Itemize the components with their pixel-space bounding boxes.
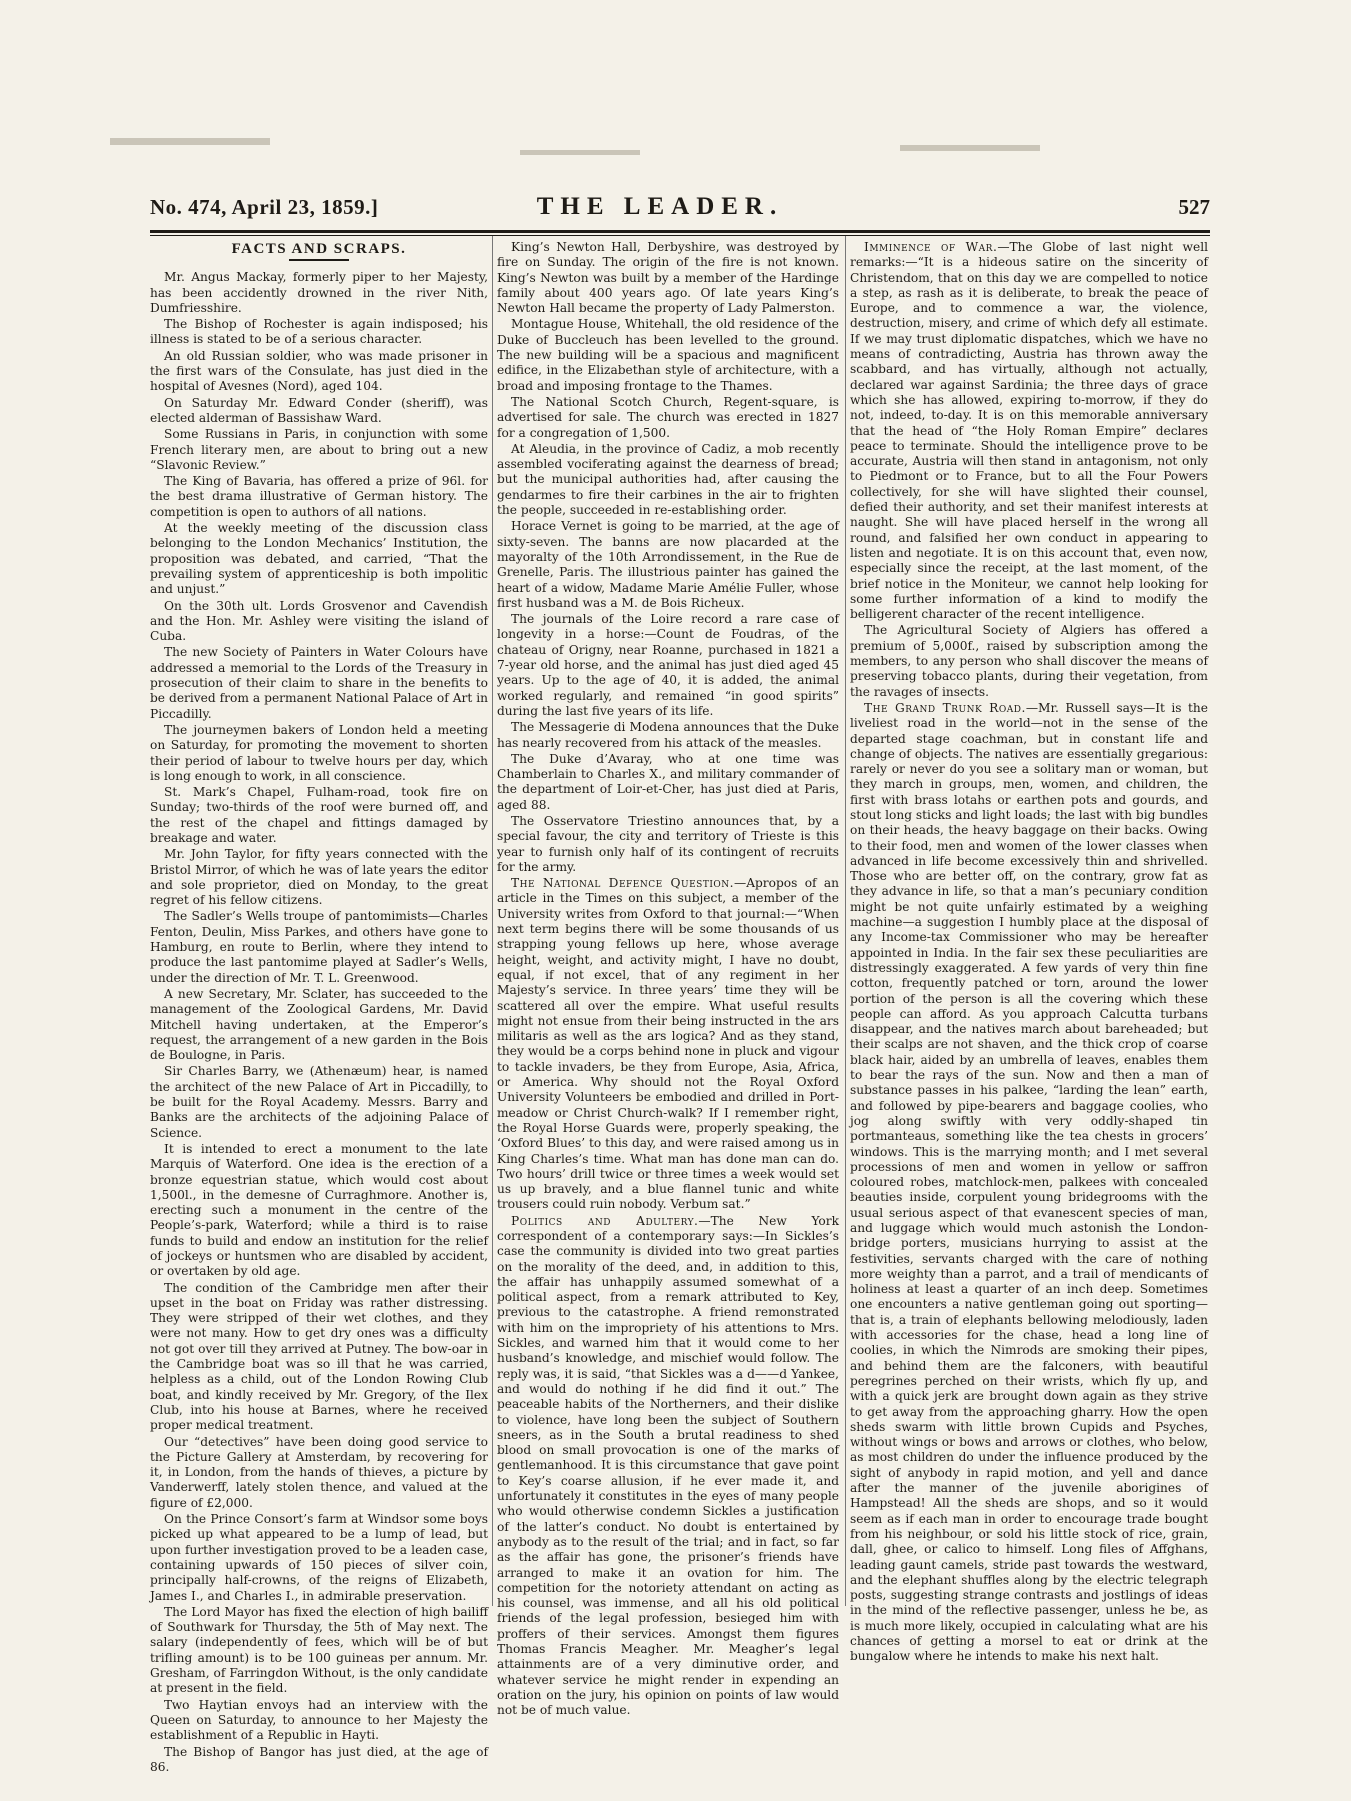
paragraph-text: —The New York correspondent of a contemporary says:—In Sickles’s case the community is divided into two great parties on the morality of the deed, and, in addition to this, the affair has unhappily assumed somewhat of a political aspect, from a remark attributed to Key, previous to the catastrophe. A friend remonstrated with him on the impropriety of his attentions to Mrs. Sickles, and warned him that it would come to her husband’s knowledge, and mischief would follow. The reply was, it is said, “that Sickles was a d——d Yankee, and would do nothing if he did find it out.” The peaceable habits of the Northerners, and their dislike to violence, have long been the subject of Southern sneers, as in the South a brutal readiness to shed blood on small provocation is one of the marks of gentlemanhood. It is this circumstance that gave point to Key’s coarse allusion, if he ever made it, and unfortunately it constitutes in the eyes of many people who would otherwise condemn Sickles a justification of the latter’s conduct. No doubt is entertained by anybody as to the result of the trial; and in fact, so far as the affair has gone, the prisoner’s friends have arranged to make it an ovation for him. The competition for the notoriety attendant on acting as his counsel, was immense, and all his old political friends of the legal profession, besieged him with proffers of their services. Amongst them figures Thomas Francis Meagher. Mr. Meagher’s legal attainments are of a very diminutive order, and whatever service he might render in expending an oration on the jury, his opinion on points of law would not be of much value. bbox=[497, 1213, 839, 1718]
paragraph-text: —The Globe of last night well remarks:—“It is a hideous satire on the sincerity of Christendom, that on this day we are compelled to notice a step, as rash as it is deliberate, to break the peace of Europe, and to commence a war, the violence, destruction, misery, and crime of which defy all estimate. If we may trust diplomatic dispatches, which we have no means of contradicting, Austria has thrown away the scabbard, and has virtually, although not actually, declared war against Sardinia; the three days of grace which she has allowed, expiring to-morrow, if they do not, indeed, to-day. It is on this memorable anniversary that the head of “the Holy Roman Empire” declares peace to terminate. Should the intelligence prove to be accurate, Austria will then stand in antagonism, not only to Piedmont or to France, but to all the Four Powers collectively, for she will have slighted their counsel, defied their authority, and set their manifest interests at naught. She will have placed herself in the wrong all round, and falsified her own conduct in appearing to listen and negotiate. It is on this account that, even now, especially since the receipt, at the last moment, of the brief notice in the Moniteur, we cannot help looking for some further information of a kind to modify the belligerent character of the recent intelligence. bbox=[850, 240, 1209, 622]
article-paragraph bbox=[150, 645, 488, 721]
paragraph-text: At the weekly meeting of the discussion class belonging to the London Mechanics’ Institution, the proposition was debated, and carried, “That the prevailing system of apprenticeship is both impolitic and unjust.” bbox=[150, 521, 488, 597]
article-paragraph bbox=[497, 814, 839, 875]
column-2 bbox=[497, 240, 840, 1718]
paragraph-text: It is intended to erect a monument to the late Marquis of Waterford. One idea is the erection of a bronze equestrian statue, which would cost about 1,500l., in the demesne of Curraghmore. Another is, erecting such a monument in the centre of the People’s-park, Waterford; while a third is to raise funds to build and endow an institution for the relief of jockeys or huntsmen who are disabled by accident, or overtaken by old age. bbox=[150, 1141, 488, 1279]
newspaper-title: THE LEADER. bbox=[536, 193, 784, 220]
paragraph-text: King’s Newton Hall, Derbyshire, was destroyed by fire on Sunday. The origin of the fire is not known. King’s Newton was built by a member of the Hardinge family about 400 years ago. Of late years King’s Newton Hall became the property of Lady Palmerston. bbox=[497, 240, 839, 316]
paragraph-text: The Osservatore Triestino announces that, by a special favour, the city and territory of Trieste is this year to furnish only half of its contingent of recruits for the army. bbox=[497, 813, 839, 874]
header-rule-thin bbox=[150, 235, 1210, 236]
article-paragraph bbox=[850, 240, 1208, 622]
paragraph-text: The Lord Mayor has fixed the election of high bailiff of Southwark for Thursday, the 5th of May next. The salary (independently of fees, which will be of but trifling amount) is to be 100 guineas per annum. Mr. Gresham, of Farringdon Without, is the only candidate at present in the field. bbox=[150, 1604, 488, 1696]
article-paragraph bbox=[150, 1745, 488, 1776]
paragraph-text: The Messagerie di Modena announces that the Duke has nearly recovered from his attack of the measles. bbox=[497, 720, 839, 750]
paragraph-text: The condition of the Cambridge men after their upset in the boat on Friday was rather distressing. They were stripped of their wet clothes, and they were not many. How to get dry ones was a difficulty not got over till they arrived at Putney. The bow-oar in the Cambridge boat was so ill that he was carried, helpless as a child, out of the London Rowing Club boat, and kindly received by Mr. Gregory, of the Ilex Club, into his house at Barnes, where he received proper medical treatment. bbox=[150, 1280, 488, 1433]
paragraph-text: The King of Bavaria, has offered a prize of 96l. for the best drama illustrative of German history. The competition is open to authors of all nations. bbox=[150, 474, 488, 519]
article-paragraph bbox=[150, 1064, 488, 1140]
article-paragraph bbox=[497, 752, 839, 813]
page-number: 527 bbox=[1178, 195, 1210, 219]
issue-date: No. 474, April 23, 1859.] bbox=[150, 195, 379, 219]
article-paragraph bbox=[850, 623, 1208, 699]
scan-specks bbox=[110, 138, 270, 145]
article-paragraph bbox=[150, 599, 488, 645]
run-in-heading: Imminence of War. bbox=[864, 240, 998, 254]
article-paragraph bbox=[150, 1281, 488, 1434]
article-paragraph bbox=[150, 1435, 488, 1511]
article-paragraph bbox=[850, 701, 1208, 1665]
paragraph-text: The new Society of Painters in Water Colours have addressed a memorial to the Lords of the Treasury in prosecution of their claim to share in the benefits to be derived from a permanent National Palace of Art in Piccadilly. bbox=[150, 645, 488, 721]
paragraph-text: Mr. Angus Mackay, formerly piper to her Majesty, has been accidently drowned in the river Nith, Dumfriesshire. bbox=[150, 270, 488, 315]
article-paragraph bbox=[150, 349, 488, 395]
run-in-heading: The Grand Trunk Road. bbox=[864, 700, 1026, 715]
header-rule bbox=[150, 230, 1210, 233]
article-paragraph bbox=[497, 442, 839, 518]
article-paragraph bbox=[497, 395, 839, 441]
article-paragraph bbox=[150, 396, 488, 427]
column-3 bbox=[850, 240, 1209, 1664]
article-paragraph bbox=[150, 847, 488, 908]
paragraph-text: An old Russian soldier, who was made prisoner in the first wars of the Consulate, has just died in the hospital of Avesnes (Nord), aged 104. bbox=[150, 348, 488, 394]
paragraph-text: The Bishop of Rochester is again indisposed; his illness is stated to be of a serious character. bbox=[150, 317, 488, 347]
article-paragraph bbox=[497, 317, 839, 393]
paragraph-text: —Mr. Russell says—It is the liveliest road in the world—not in the sense of the departed stage coachman, but in constant life and change of objects. The natives are essentially gregarious: rarely or never do you see a solitary man or woman, but they march in groups, men, women, and children, the first with brass lotahs or earthen pots and gourds, and stout long sticks and light loads; the last with big bundles on their heads, the heavy baggage on their backs. Owing to their food, men and women of the lower classes when advanced in life become excessively thin and shrivelled. Those who are better off, on the contrary, grow fat as they advance in life, so that a man’s pecuniary condition might be not quite unfairly estimated by a weighing machine—a suggestion I humbly place at the disposal of any Income-tax Commissioner who may be hereafter appointed in India. In the fair sex these peculiarities are distressingly exaggerated. A few yards of very thin fine cotton, frequently patched or torn, around the lower portion of the person is all the covering which these people can afford. As you approach Calcutta turbans disappear, and the natives march about bareheaded; but their scalps are not shaven, and the thick crop of coarse black hair, aided by an umbrella of leaves, enables them to bear the rays of the sun. Now and then a man of substance passes in his palkee, “larding the lean” earth, and followed by pipe-bearers and baggage coolies, who jog along swiftly with very oddly-shaped tin portmanteaus, something like the tea chests in grocers’ windows. This is the marrying month; and I met several processions of men and women in yellow or saffron coloured robes, matchlock-men, palkees with concealed beauties inside, corpulent young bridegrooms with the usual serious aspect of that evanescent species of man, and luggage which would much astonish the London-bridge porters, musicians hurrying to assist at the festivities, servants charged with the care of nothing more weighty than a parrot, and a trail of mendicants of holiness at least a quarter of an inch deep. Sometimes one encounters a native gentleman going out sporting—that is, a train of elephants bellowing melodiously, laden with accessories for the chase, head a long line of coolies, in which the Nimrods are smoking their pipes, and behind them are the falconers, with beautiful peregrines perched on their wrists, which fly up, and with a quick jerk are brought down again as they strive to get away from the approaching gharry. How the open sheds swarm with little brown Cupids and Psyches, without wings or bows and arrows or clothes, who below, as most children do under the influence produced by the sight of anybody in rapid motion, and yell and dance after the manner of the juvenile aborigines of Hampstead! All the sheds are shops, and so it would seem as if each man in order to encourage trade bought from his neighbour, or sold his little stock of rice, grain, dall, ghee, or calico to himself. Long files of Affghans, leading gaunt camels, stride past towards the westward, and the elephant shuffles along by the electric telegraph posts, suggesting strange contrasts and jostlings of ideas in the mind of the reflective passenger, unless he be, as is much more likely, occupied in calculating what are his chances of getting a morsel to eat or drink at the bungalow where he intends to make his next halt. bbox=[850, 700, 1208, 1664]
paragraph-text: The journals of the Loire record a rare case of longevity in a horse:—Count de Foudras, of the chateau of Origny, near Roanne, purchased in 1821 a 7-year old horse, and the animal has just died aged 45 years. Up to the age of 40, it is added, the animal worked regularly, and remained “in good spirits” during the last five years of its life. bbox=[497, 612, 839, 718]
article-paragraph bbox=[150, 909, 488, 985]
article-paragraph bbox=[150, 474, 488, 520]
article-paragraph bbox=[497, 519, 839, 611]
paragraph-text: Horace Vernet is going to be married, at the age of sixty-seven. The banns are now placarded at the mayoralty of the 10th Arrondissement, in the Rue de Grenelle, Paris. The illustrious painter has gained the heart of a widow, Madame Marie Amélie Fuller, whose first husband was a M. de Bois Richeux. bbox=[497, 519, 839, 610]
section-title: FACTS AND SCRAPS. bbox=[231, 241, 407, 257]
paragraph-text: On Saturday Mr. Edward Conder (sheriff), was elected alderman of Bassishaw Ward. bbox=[150, 395, 488, 425]
paragraph-text: Our “detectives” have been doing good service to the Picture Gallery at Amsterdam, by recovering for it, in London, from the hands of thieves, a picture by Vanderwerff, lately stolen thence, and valued at the figure of £2,000. bbox=[150, 1434, 488, 1510]
run-in-heading: Politics and Adultery. bbox=[511, 1213, 699, 1228]
article-paragraph bbox=[150, 270, 488, 316]
paragraph-text: —Apropos of an article in the Times on this subject, a member of the University writes from Oxford to that journal:—“When next term begins there will be some thousands of us strapping young fellows up here, whose average height, weight, and activity might, I have no doubt, equal, if not excel, that of any regiment in her Majesty’s service. In three years’ time they will be scattered all over the empire. What useful results might not ensue from their being instructed in the ars militaris as well as the ars logica? And as they stand, they would be a corps behind none in pluck and vigour to tackle invaders, be they from Europe, Asia, Africa, or America. Why should not the Royal Oxford University Volunteers be embodied and drilled in Port-meadow or Christ Church-walk? If I remember right, the Royal Horse Guards were, properly speaking, the ‘Oxford Blues’ to this day, and were raised among us in King Charles’s time. What man has done man can do. Two hours’ drill twice or three times a week would set us up bravely, and a blue flannel tunic and white trousers could ruin nobody. Verbum sat.” bbox=[497, 876, 840, 1212]
masthead bbox=[150, 193, 1210, 229]
paragraph-text: Mr. John Taylor, for fifty years connected with the Bristol Mirror, of which he was of late years the editor and sole proprietor, died on Monday, to the great regret of his fellow citizens. bbox=[150, 847, 488, 908]
article-paragraph bbox=[150, 1605, 488, 1697]
paragraph-text: The National Scotch Church, Regent-square, is advertised for sale. The church was erected in 1827 for a congregation of 1,500. bbox=[497, 394, 839, 440]
paragraph-text: Two Haytian envoys had an interview with the Queen on Saturday, to announce to her Majesty the establishment of a Republic in Hayti. bbox=[150, 1697, 488, 1743]
paragraph-text: The Bishop of Bangor has just died, at the age of 86. bbox=[150, 1744, 488, 1774]
paragraph-text: Some Russians in Paris, in conjunction with some French literary men, are about to bring out a new “Slavonic Review.” bbox=[150, 427, 488, 472]
run-in-heading: The National Defence Question. bbox=[511, 876, 735, 891]
paragraph-text: The journeymen bakers of London held a meeting on Saturday, for promoting the movement to shorten their period of labour to twelve hours per day, which is long enough to work, in all conscience. bbox=[150, 722, 488, 783]
column-1 bbox=[150, 240, 488, 1774]
article-paragraph bbox=[497, 612, 839, 719]
column-separator bbox=[845, 236, 846, 1606]
section-rule bbox=[289, 259, 349, 261]
paragraph-text: The Sadler’s Wells troupe of pantomimists—Charles Fenton, Deulin, Miss Parkes, and others have gone to Hamburg, en route to Berlin, where they intend to produce the last pantomime played at Sadler’s Wells, under the direction of Mr. T. L. Greenwood. bbox=[150, 909, 488, 985]
paragraph-text: The Agricultural Society of Algiers has offered a premium of 5,000f., raised by subscription among the members, to any person who shall discover the means of preserving tobacco plants, during their vegetation, from the ravages of insects. bbox=[850, 623, 1208, 699]
article-paragraph bbox=[150, 521, 488, 597]
paragraph-text: The Duke d’Avaray, who at one time was Chamberlain to Charles X., and military commander of the department of Loir-et-Cher, has just died at Paris, aged 88. bbox=[497, 751, 839, 812]
paragraph-text: On the 30th ult. Lords Grosvenor and Cavendish and the Hon. Mr. Ashley were visiting the island of Cuba. bbox=[150, 598, 488, 644]
scan-specks bbox=[900, 145, 1040, 151]
article-paragraph bbox=[150, 1512, 488, 1604]
scan-specks bbox=[520, 150, 640, 155]
paragraph-text: Montague House, Whitehall, the old residence of the Duke of Buccleuch has been levelled to the ground. The new building will be a spacious and magnificent edifice, in the Elizabethan style of architecture, with a broad and imposing frontage to the Thames. bbox=[497, 317, 839, 393]
paragraph-text: At Aleudia, in the province of Cadiz, a mob recently assembled vociferating against the dearness of bread; but the municipal authorities had, after causing the gendarmes to fire their carbines in the air to frighten the people, succeeded in re-establishing order. bbox=[497, 441, 839, 518]
column-separator bbox=[492, 236, 493, 1606]
paragraph-text: Sir Charles Barry, we (Athenæum) hear, is named the architect of the new Palace of Art in Piccadilly, to be built for the Royal Academy. Messrs. Barry and Banks are the architects of the adjoining Palace of Science. bbox=[150, 1064, 488, 1140]
article-paragraph bbox=[497, 720, 839, 751]
paragraph-text: On the Prince Consort’s farm at Windsor some boys picked up what appeared to be a lump of lead, but upon further investigation proved to be a leaden case, containing upwards of 150 pieces of silver coin, principally half-crowns, of the reigns of Elizabeth, James I., and Charles I., in admirable preservation. bbox=[150, 1512, 488, 1603]
article-paragraph bbox=[150, 317, 488, 348]
article-paragraph bbox=[150, 427, 488, 473]
article-paragraph bbox=[497, 1214, 839, 1719]
article-paragraph bbox=[150, 723, 488, 784]
article-paragraph bbox=[150, 987, 488, 1063]
paragraph-text: St. Mark’s Chapel, Fulham-road, took fire on Sunday; two-thirds of the roof were burned off, and the rest of the chapel and fittings damaged by breakage and water. bbox=[150, 785, 488, 845]
article-paragraph bbox=[150, 1698, 488, 1744]
article-paragraph bbox=[150, 785, 488, 846]
paragraph-text: A new Secretary, Mr. Sclater, has succeeded to the management of the Zoological Gardens, Mr. David Mitchell having undertaken, at the Emperor’s request, the arrangement of a new garden in the Bois de Boulogne, in Paris. bbox=[150, 986, 488, 1063]
article-paragraph bbox=[497, 240, 839, 316]
article-paragraph bbox=[497, 876, 839, 1213]
article-paragraph bbox=[150, 1142, 488, 1280]
